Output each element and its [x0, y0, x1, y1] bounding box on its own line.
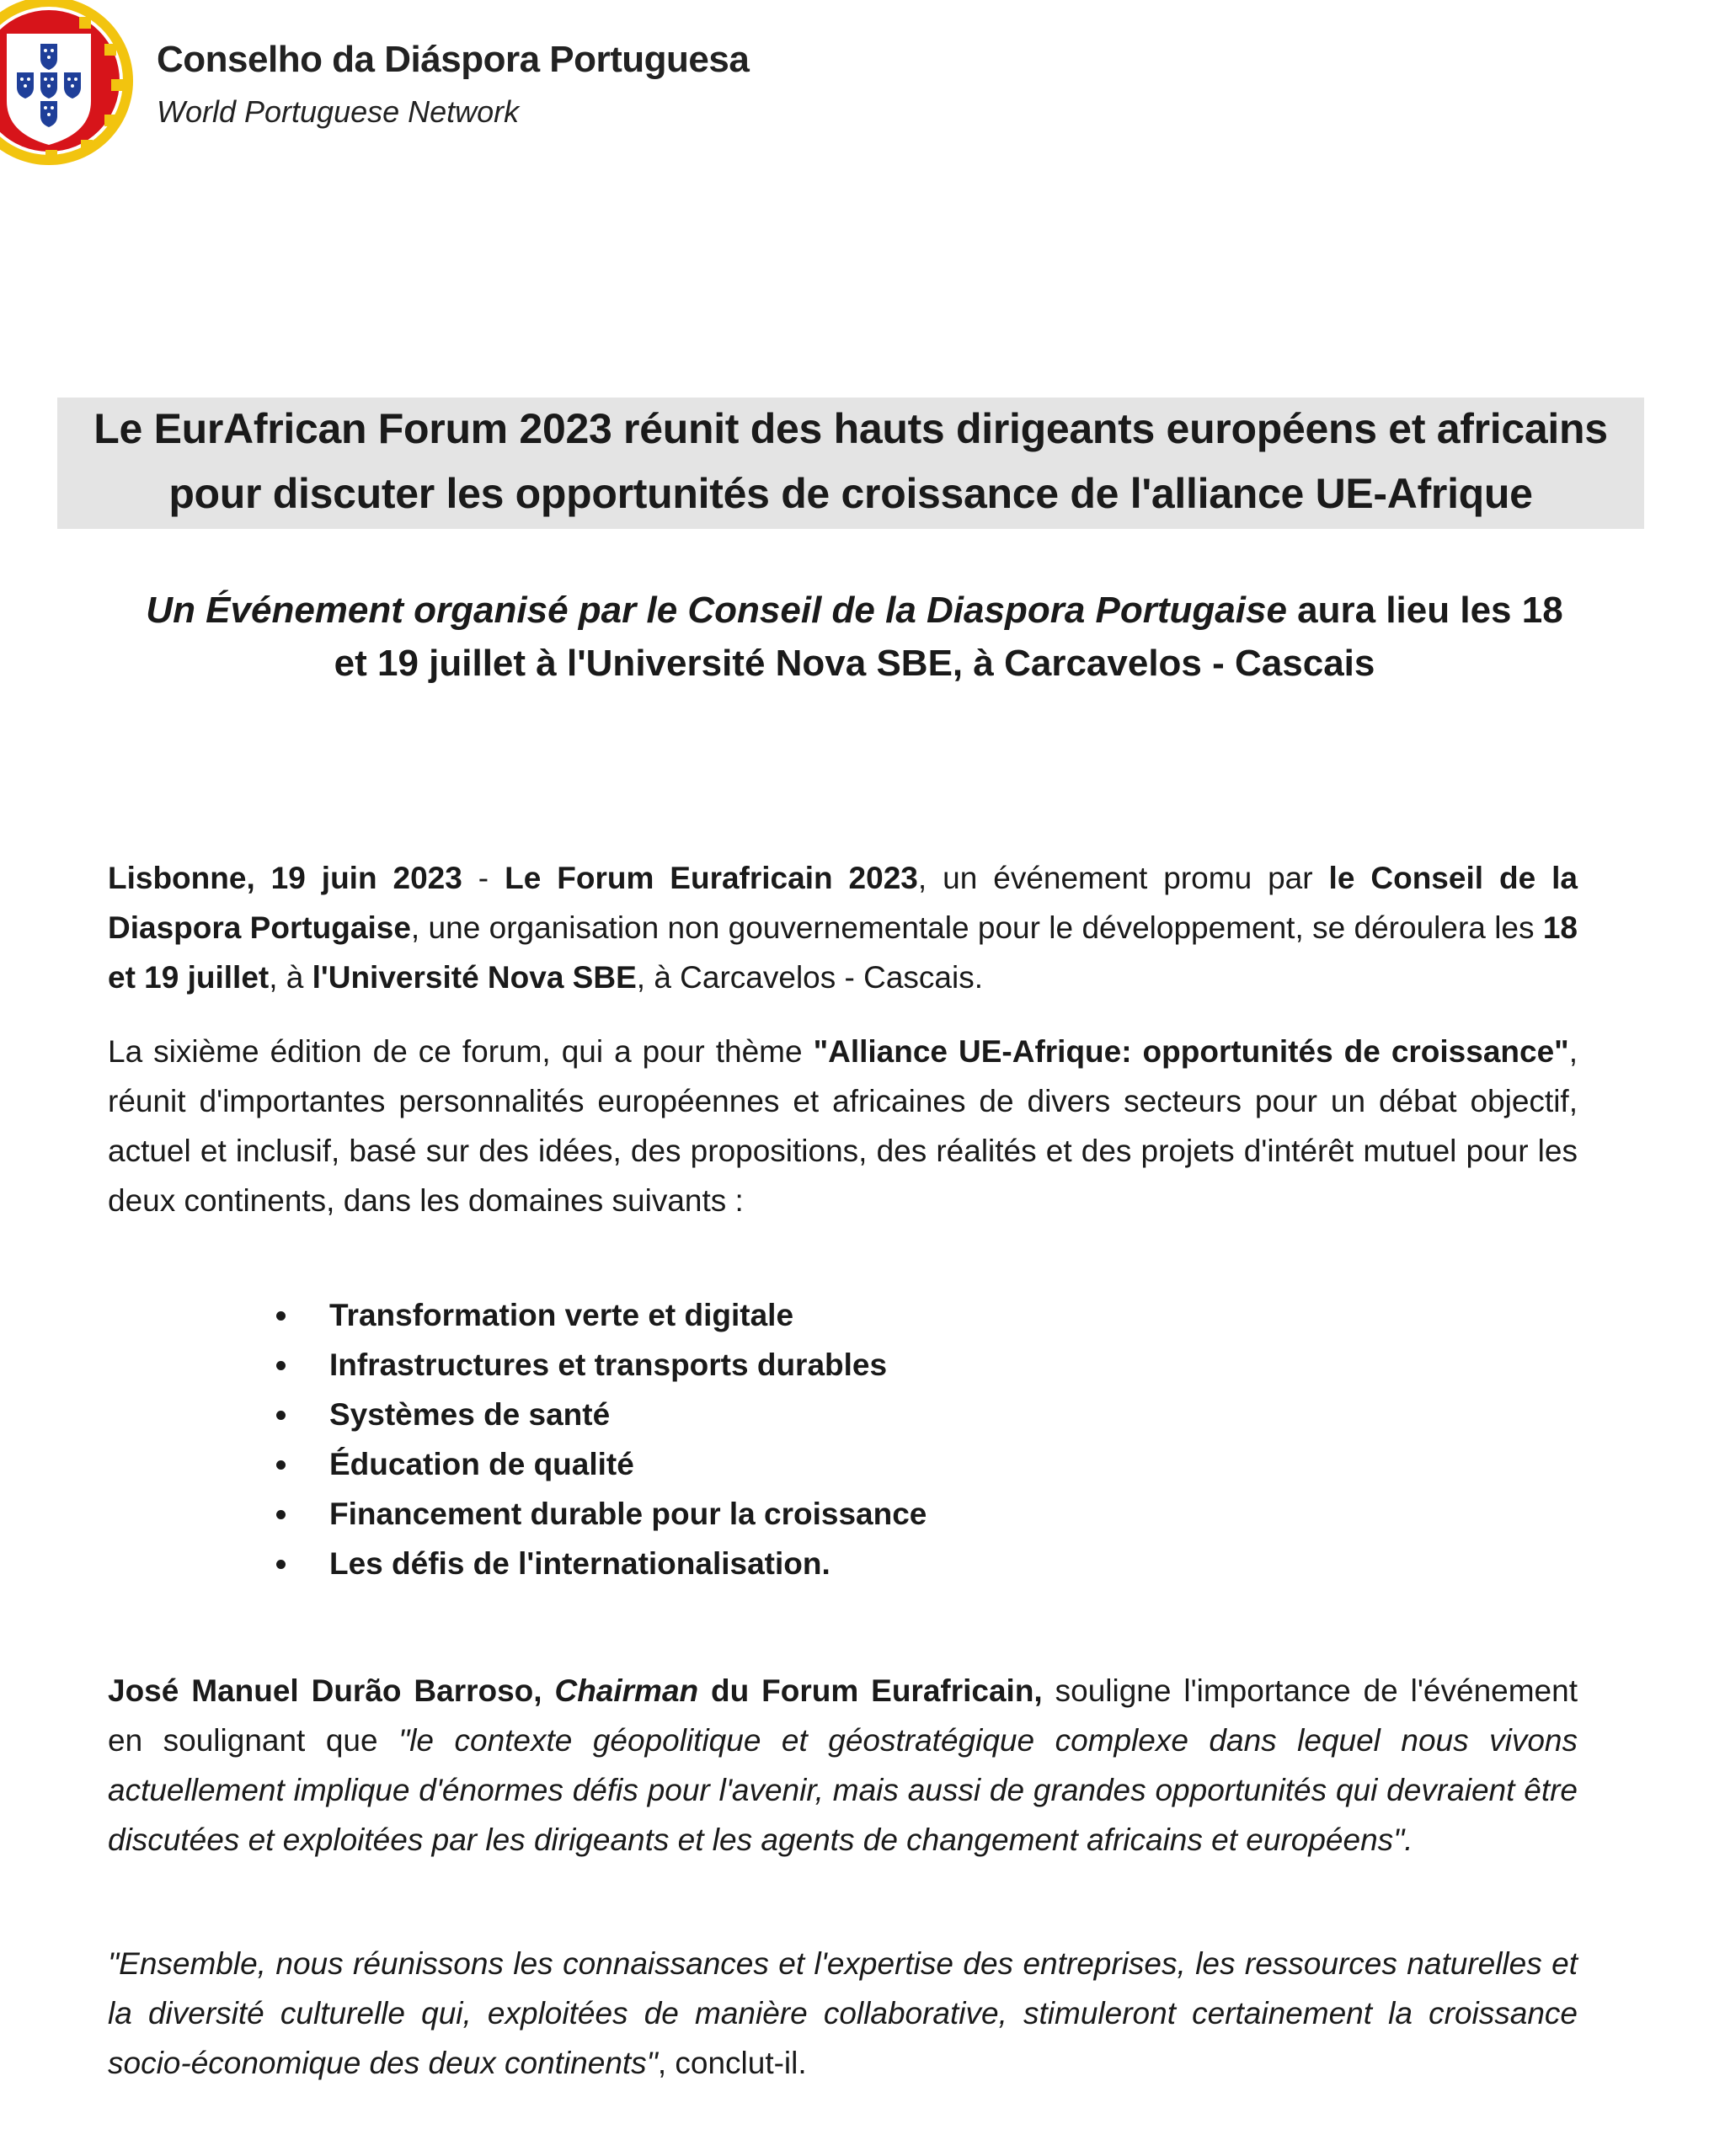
headline-line-1: Le EurAfrican Forum 2023 réunit des hauts dirigeants européens et africains [93, 405, 1608, 452]
subheading-italic: Un Événement organisé par le Conseil de la Diaspora Portugaise [146, 590, 1287, 631]
text-run: , réunit d'importantes personnalités européennes et africaines de divers secteurs pour un débat objectif, actuel et inclusif, basé sur des idées, des propositions, des réalités et des projets d'intérêt mutuel pour les deux continents, dans les domaines suivants : [108, 1034, 1578, 1218]
speaker-name: José Manuel Durão Barroso, [108, 1673, 555, 1708]
text-run: , à Carcavelos - Cascais. [636, 960, 984, 995]
event-dates: 18 et 19 juillet [108, 910, 1578, 995]
paragraph-intro [108, 853, 1578, 1002]
text-run: , un événement promu par [917, 861, 1329, 895]
headline-line-2: pour discuter les opportunités de croissance de l'alliance UE-Afrique [168, 470, 1533, 517]
paragraph-closing-quote [108, 1939, 1578, 2088]
speaker-title: Chairman [554, 1673, 699, 1708]
dateline: Lisbonne, 19 juin 2023 [108, 861, 462, 895]
list-item-text: Infrastructures et transports durables [329, 1348, 888, 1382]
text-run: La sixième édition de ce forum, qui a pour thème [108, 1034, 814, 1069]
forum-name: Le Forum Eurafricain 2023 [505, 861, 918, 895]
subheading-line-2: et 19 juillet à l'Université Nova SBE, à Carcavelos - Cascais [334, 643, 1375, 684]
event-venue: l'Université Nova SBE [312, 960, 637, 995]
text-run: - [462, 861, 505, 895]
bullet-icon [276, 1311, 286, 1321]
list-item-text: Les défis de l'internationalisation. [329, 1546, 830, 1581]
bullet-icon [276, 1361, 286, 1370]
topic-list [0, 1290, 1709, 1588]
text-run: , une organisation non gouvernementale pour le développement, se déroulera les [410, 910, 1543, 945]
paragraph-chairman-quote [108, 1666, 1578, 1865]
headline-box [57, 398, 1644, 529]
quote-text: "le contexte géopolitique et géostratégique complexe dans lequel nous vivons actuellement implique d'énormes défis pour l'avenir, mais aussi de grandes opportunités qui devraient être discutées et exploitées par les dirigeants et les agents de changement africains et européens". [108, 1723, 1578, 1857]
paragraph-theme [108, 1027, 1578, 1225]
organization-subtitle: World Portuguese Network [157, 94, 520, 129]
list-item-text: Éducation de qualité [329, 1447, 634, 1481]
bullet-icon [276, 1560, 286, 1569]
list-item-text: Systèmes de santé [329, 1397, 611, 1432]
speaker-organization: du Forum Eurafricain, [698, 1673, 1043, 1708]
text-run: , conclut-il. [657, 2046, 807, 2080]
list-item [0, 1290, 1709, 1340]
quote-text: "Ensemble, nous réunissons les connaissances et l'expertise des entreprises, les ressources naturelles et la diversité culturelle qui, exploitées de manière collaborative, stimuleront certainement la croissance socio-économique des deux continents" [108, 1946, 1578, 2080]
organizer-name: le Conseil de la Diaspora Portugaise [108, 861, 1578, 945]
text-run: souligne l'importance de l'événement en soulignant que [108, 1673, 1578, 1758]
list-item [0, 1539, 1709, 1588]
bullet-icon [276, 1411, 286, 1420]
list-item-text: Financement durable pour la croissance [329, 1497, 927, 1531]
list-item [0, 1489, 1709, 1539]
text-run: , à [269, 960, 312, 995]
list-item [0, 1390, 1709, 1439]
forum-theme: "Alliance UE-Afrique: opportunités de croissance" [813, 1034, 1569, 1069]
subheading-rest: aura lieu les 18 [1286, 590, 1563, 631]
list-item-text: Transformation verte et digitale [329, 1298, 794, 1332]
organization-name: Conselho da Diáspora Portuguesa [157, 39, 750, 80]
subheading-line-1 [0, 590, 1709, 632]
bullet-icon [276, 1510, 286, 1519]
list-item [0, 1340, 1709, 1390]
bullet-icon [276, 1460, 286, 1470]
list-item [0, 1439, 1709, 1489]
portuguese-coat-of-arms-icon [0, 0, 139, 177]
